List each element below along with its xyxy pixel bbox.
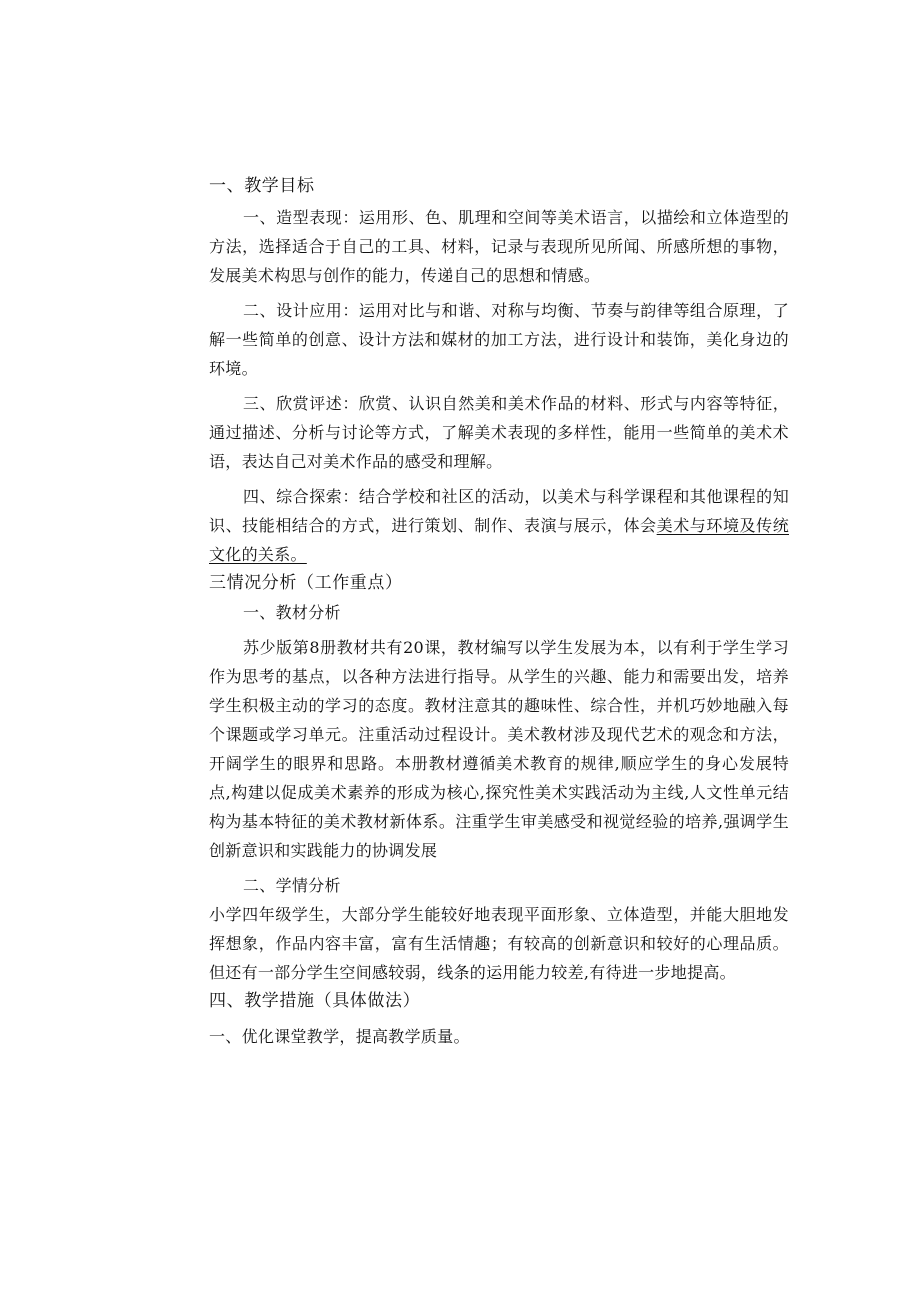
measure-item-1: 一、优化课堂教学，提高教学质量。 — [209, 1027, 470, 1046]
section4-heading: 四、教学措施（具体做法） — [209, 991, 421, 1011]
goal-item-3: 三、欣赏评述：欣赏、认识自然美和美术作品的材料、形式与内容等特征，通过描述、分析与讨论等方式，了解美术表现的多样性，能用一些简单的美术术语，表达自己对美术作品的感受和理解。 — [209, 394, 789, 471]
goal-item-4 — [209, 482, 789, 569]
section1-heading: 一、教学目标 — [209, 176, 315, 196]
textbook-analysis-body: 苏少版第8册教材共有20课，教材编写以学生发展为本，以有利于学生学习作为思考的基点，以各种方法进行指导。从学生的兴趣、能力和需要出发，培养学生积极主动的学习的态度。教材注意其的趣味性、综合性，并机巧妙地融入每个课题或学习单元。注重活动过程设计。美术教材涉及现代艺术的观念和方法，开阔学生的眼界和思路。本册教材遵循美术教育的规律,顺应学生的身心发展特点,构建以促成美术素养的形成为核心,探究性美术实践活动为主线,人文性单元结构为基本特征的美术教材新体系。注重学生审美感受和视觉经验的培养,强调学生创新意识和实践能力的协调发展 — [209, 638, 789, 860]
section3-heading: 三情况分析（工作重点） — [209, 573, 403, 593]
textbook-analysis-heading: 一、教材分析 — [243, 603, 341, 622]
goal-item-2: 二、设计应用：运用对比与和谐、对称与均衡、节奏与韵律等组合原理，了解一些简单的创意、设计方法和媒材的加工方法，进行设计和装饰，美化身边的环境。 — [209, 301, 789, 378]
student-analysis-body: 小学四年级学生，大部分学生能较好地表现平面形象、立体造型，并能大胆地发挥想象，作品内容丰富，富有生活情趣；有较高的创新意识和较好的心理品质。但还有一部分学生空间感较弱，线条的运用能力较差,有待进一步地提高。 — [209, 905, 789, 982]
goal-item-1: 一、造型表现：运用形、色、肌理和空间等美术语言，以描绘和立体造型的方法，选择适合于自己的工具、材料，记录与表现所见所闻、所感所想的事物，发展美术构思与创作的能力，传递自己的思想和情感。 — [209, 208, 789, 285]
goal-item-4-text: 四、综合探索：结合学校和社区的活动，以美术与科学课程和其他课程的知识、技能相结合的方式，进行策划、制作、表演与展示，体会 — [209, 487, 789, 535]
student-analysis-heading: 二、学情分析 — [243, 876, 341, 895]
goal-item-4-underlined: 美术与环境及传统文化的关系。 — [209, 516, 789, 564]
document-page — [209, 172, 789, 1051]
